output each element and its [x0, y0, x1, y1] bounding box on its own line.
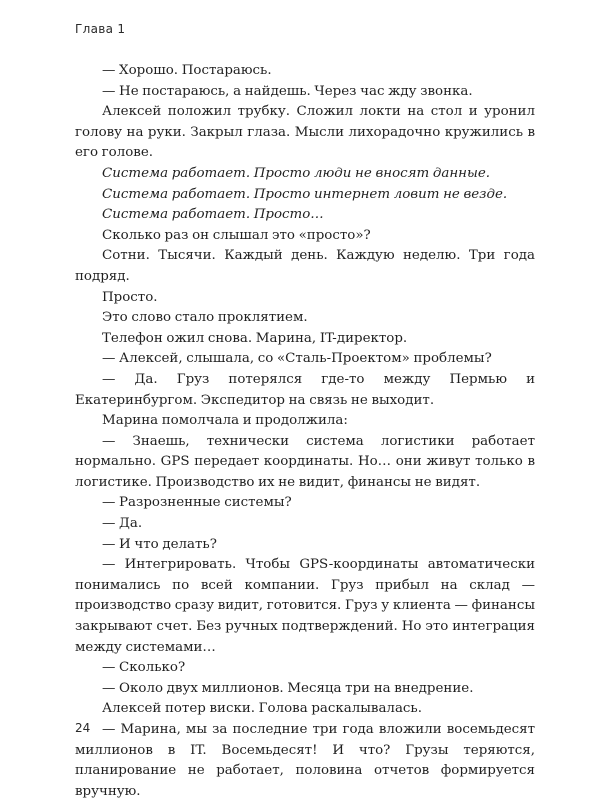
paragraph: Это слово стало проклятием. [102, 310, 308, 326]
paragraph: — Знаешь, технически система логистики работает нормально. GPS передает координаты. Но… они живут только в логистике. Производство их не видит, финансы не видят. [75, 433, 535, 490]
paragraph: Сотни. Тысячи. Каждый день. Каждую неделю. Три года подряд. [75, 248, 535, 284]
paragraph: — Сколько? [102, 660, 186, 676]
paragraph: Сколько раз он слышал это «просто»? [102, 227, 371, 243]
running-head: Глава 1 [75, 22, 126, 36]
paragraph: Просто. [102, 289, 158, 305]
paragraph: — Разрозненные системы? [102, 495, 292, 511]
paragraph: Алексей положил трубку. Сложил локти на стол и уронил голову на руки. Закрыл глаза. Мысли лихорадочно кружились в его голове. [75, 104, 535, 161]
paragraph: — И что делать? [102, 536, 217, 552]
paragraph: — Да. [102, 516, 143, 532]
italic-paragraph: Система работает. Просто интернет ловит не везде. [102, 186, 508, 202]
paragraph: Марина помолчала и продолжила: [102, 413, 348, 429]
paragraph: Телефон ожил снова. Марина, IT-директор. [102, 330, 408, 346]
paragraph: — Интегрировать. Чтобы GPS-координаты автоматически понимались по всей компании. Груз прибыл на склад — производство сразу видит, готовится. Груз у клиента — финансы закрывают счет. Без ручных подтверждений. Но это интеграция между системами… [75, 557, 535, 655]
italic-paragraph: Система работает. Просто люди не вносят данные. [102, 165, 491, 181]
italic-paragraph: Система работает. Просто… [102, 207, 324, 223]
paragraph: — Хорошо. Постараюсь. [102, 63, 272, 78]
paragraph: — Марина, мы за последние три года вложили восемьдесят миллионов в IT. Восемьдесят! И что? Грузы теряются, планирование не работает, половина отчетов формируется вручную. [75, 722, 535, 799]
paragraph: — Да. Груз потерялся где-то между Пермью и Екатеринбургом. Экспедитор на связь не выходит. [75, 371, 535, 408]
paragraph: Алексей потер виски. Голова раскалывалась. [102, 701, 422, 717]
paragraph: — Алексей, слышала, со «Сталь-Проектом» проблемы? [102, 351, 492, 367]
page-number: 24 [75, 721, 91, 735]
paragraph: — Не постараюсь, а найдешь. Через час жду звонка. [102, 83, 473, 99]
paragraph: — Около двух миллионов. Месяца три на внедрение. [102, 680, 474, 696]
body-text [75, 61, 535, 802]
